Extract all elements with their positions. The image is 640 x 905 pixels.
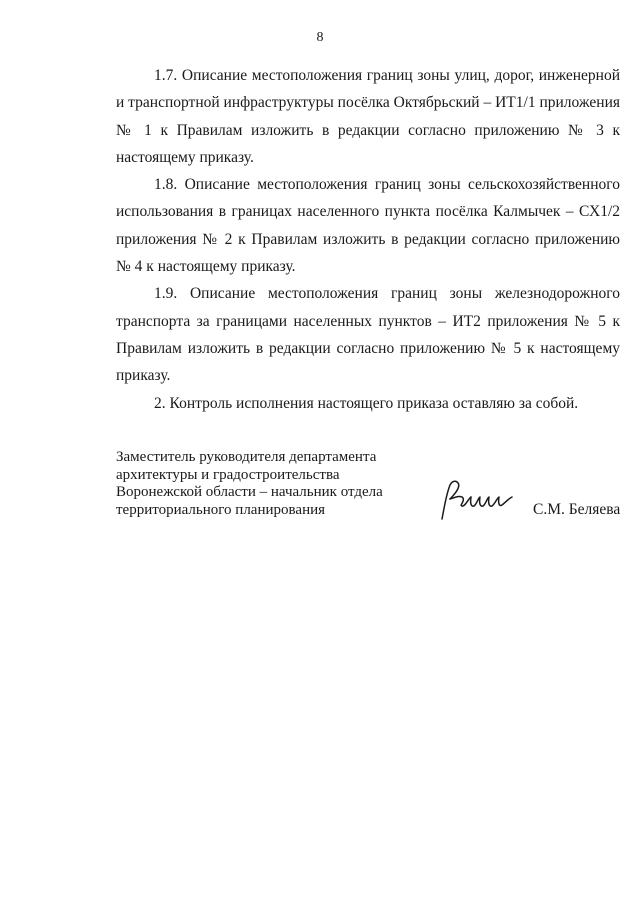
signatory-position-line: Воронежской области – начальник отдела	[116, 484, 383, 501]
document-body	[116, 62, 620, 417]
signatory-position	[116, 449, 416, 519]
paragraph-1-8: 1.8. Описание местоположения границ зоны сельскохозяйственного использования в границах населенного пункта посёлка Калмычек – СХ1/2 приложения № 2 к Правилам изложить в редакции согласно приложению № 4 к настоящему приказу.	[116, 176, 620, 276]
paragraph-1-9: 1.9. Описание местоположения границ зоны железнодорожного транспорта за границами населенных пунктов – ИТ2 приложения № 5 к Правилам изложить в редакции согласно приложению № 5 к настоящему приказу.	[116, 285, 620, 385]
paragraph-2: 2. Контроль исполнения настоящего приказа оставляю за собой.	[154, 394, 579, 412]
signatory-position-line: Заместитель руководителя департамента	[116, 449, 377, 465]
signatory-name: С.М. Беляева	[533, 501, 621, 518]
signature-block	[116, 449, 636, 529]
paragraph-1-7: 1.7. Описание местоположения границ зоны улиц, дорог, инженерной и транспортной инфраструктуры посёлка Октябрьский – ИТ1/1 приложения № 1 к Правилам изложить в редакции согласно приложению № 3 к настоящему приказу.	[116, 67, 620, 166]
handwritten-signature	[428, 477, 518, 525]
page-number: 8	[316, 30, 324, 45]
signatory-position-line: территориального планирования	[116, 501, 326, 518]
signatory-position-line: архитектуры и градостроительства	[116, 466, 340, 483]
